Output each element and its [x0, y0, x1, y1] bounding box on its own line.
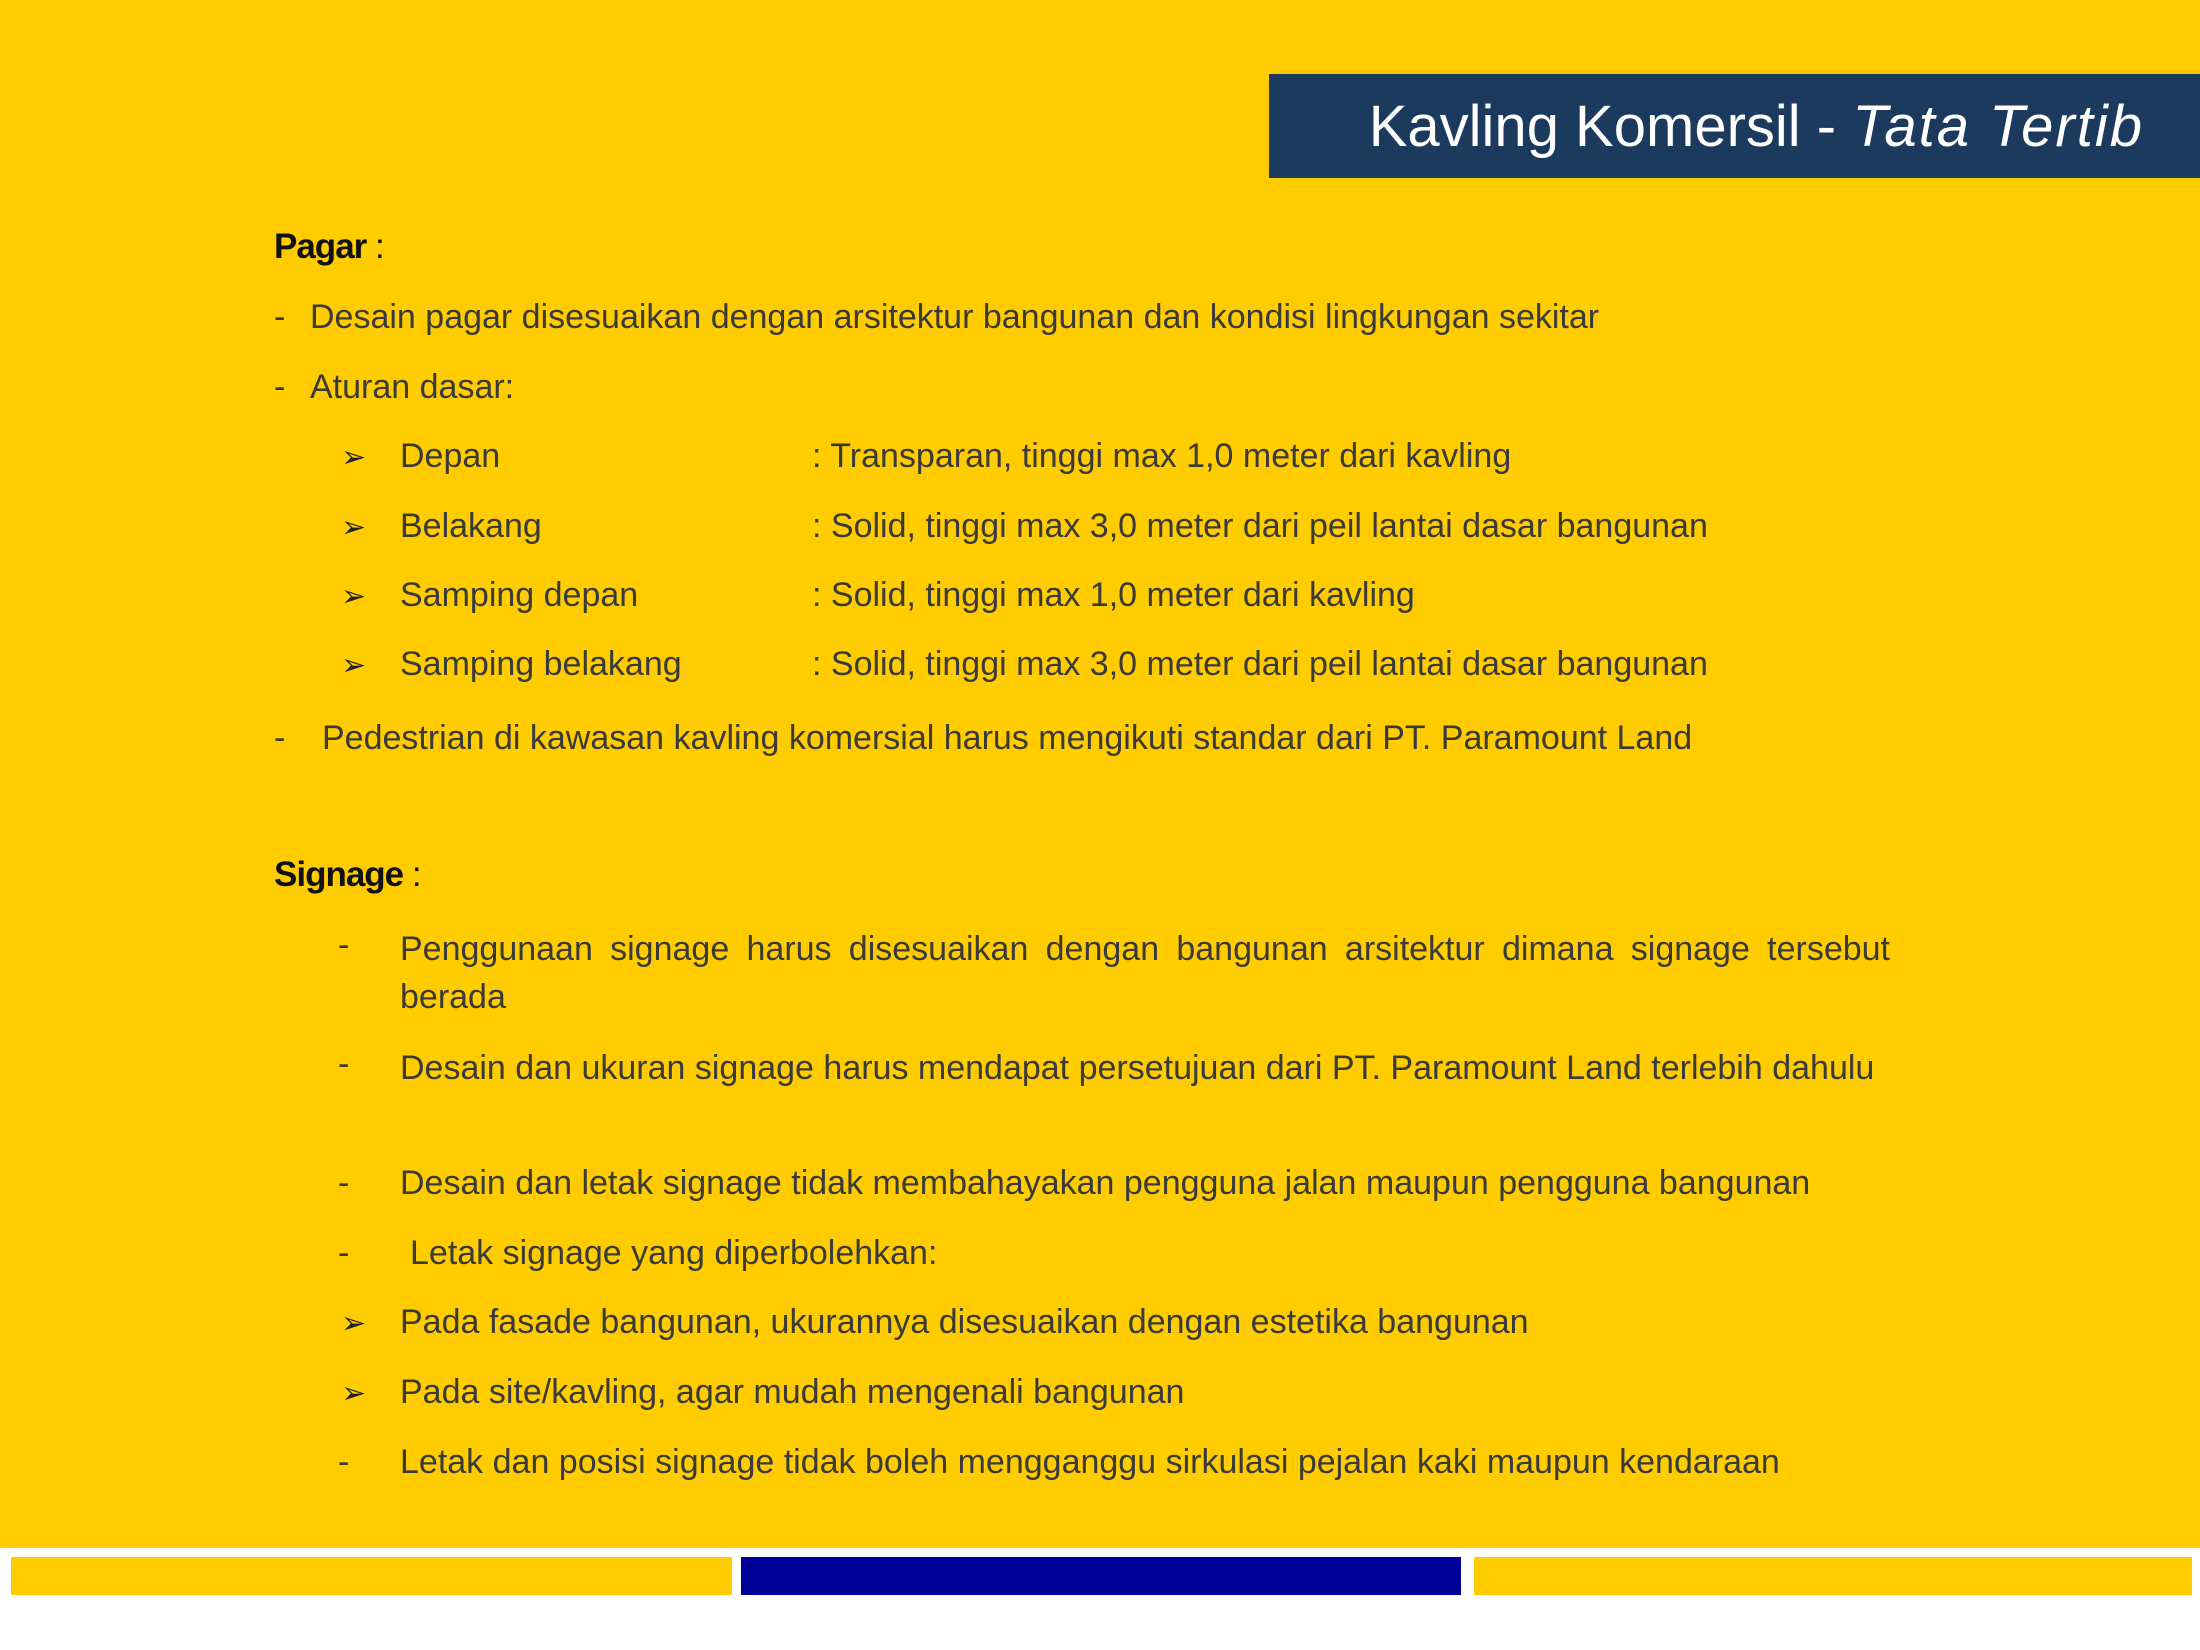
rule-label-samping-depan: Samping depan — [400, 576, 639, 614]
title-italic: Tata Tertib — [1852, 93, 2144, 159]
dash-marker: - — [338, 1234, 350, 1272]
signage-item-usage: Penggunaan signage harus disesuaikan dengan bangunan arsitektur dimana signage tersebut berada — [400, 930, 1890, 1016]
dash-marker: - — [338, 1164, 350, 1202]
rule-label-belakang: Belakang — [400, 507, 542, 545]
arrow-bullet-icon: ➢ — [341, 1377, 367, 1410]
rule-label-samping-belakang: Samping belakang — [400, 645, 682, 683]
rule-value-belakang: : Solid, tinggi max 3,0 meter dari peil lantai dasar bangunan — [812, 507, 1708, 545]
signage-item-position: Letak dan posisi signage tidak boleh mengganggu sirkulasi pejalan kaki maupun kendaraan — [400, 1443, 1780, 1481]
arrow-bullet-icon: ➢ — [341, 511, 367, 544]
rule-value-samping-depan: : Solid, tinggi max 1,0 meter dari kavling — [812, 576, 1415, 614]
dash-marker: - — [274, 368, 286, 406]
rule-label-depan: Depan — [400, 437, 501, 475]
dash-marker: - — [338, 1045, 350, 1083]
pagar-item-design: Desain pagar disesuaikan dengan arsitektur bangunan dan kondisi lingkungan sekitar — [310, 298, 1600, 336]
signage-sub-fasade: Pada fasade bangunan, ukurannya disesuaikan dengan estetika bangunan — [400, 1303, 1529, 1341]
signage-item-allowed: Letak signage yang diperbolehkan: — [410, 1234, 938, 1272]
arrow-bullet-icon: ➢ — [341, 649, 367, 682]
title-bar — [1269, 74, 2200, 178]
arrow-bullet-icon: ➢ — [341, 1307, 367, 1340]
dash-marker: - — [274, 298, 286, 336]
signage-heading: Signage : — [274, 855, 421, 894]
title-separator: - — [1800, 93, 1853, 159]
dash-marker: - — [338, 1443, 350, 1481]
arrow-bullet-icon: ➢ — [341, 580, 367, 613]
arrow-bullet-icon: ➢ — [341, 441, 367, 474]
dash-marker: - — [338, 926, 350, 964]
pagar-item-pedestrian: Pedestrian di kawasan kavling komersial harus mengikuti standar dari PT. Paramount Land — [322, 719, 1693, 757]
footer-bar-middle — [741, 1557, 1461, 1595]
pagar-item-rules: Aturan dasar: — [310, 368, 515, 406]
signage-sub-site: Pada site/kavling, agar mudah mengenali bangunan — [400, 1373, 1185, 1411]
dash-marker: - — [274, 719, 286, 757]
title-main: Kavling Komersil — [1368, 93, 1801, 159]
rule-value-samping-belakang: : Solid, tinggi max 3,0 meter dari peil lantai dasar bangunan — [812, 645, 1708, 683]
rule-value-depan: : Transparan, tinggi max 1,0 meter dari kavling — [812, 437, 1512, 475]
footer-bar-right — [1474, 1557, 2192, 1595]
pagar-heading: Pagar : — [274, 227, 384, 266]
signage-item-safety: Desain dan letak signage tidak membahayakan pengguna jalan maupun pengguna bangunan — [400, 1164, 1811, 1202]
footer-bar-left — [11, 1557, 732, 1595]
signage-item-approval: Desain dan ukuran signage harus mendapat persetujuan dari PT. Paramount Land terlebih dahulu — [400, 1049, 1875, 1087]
